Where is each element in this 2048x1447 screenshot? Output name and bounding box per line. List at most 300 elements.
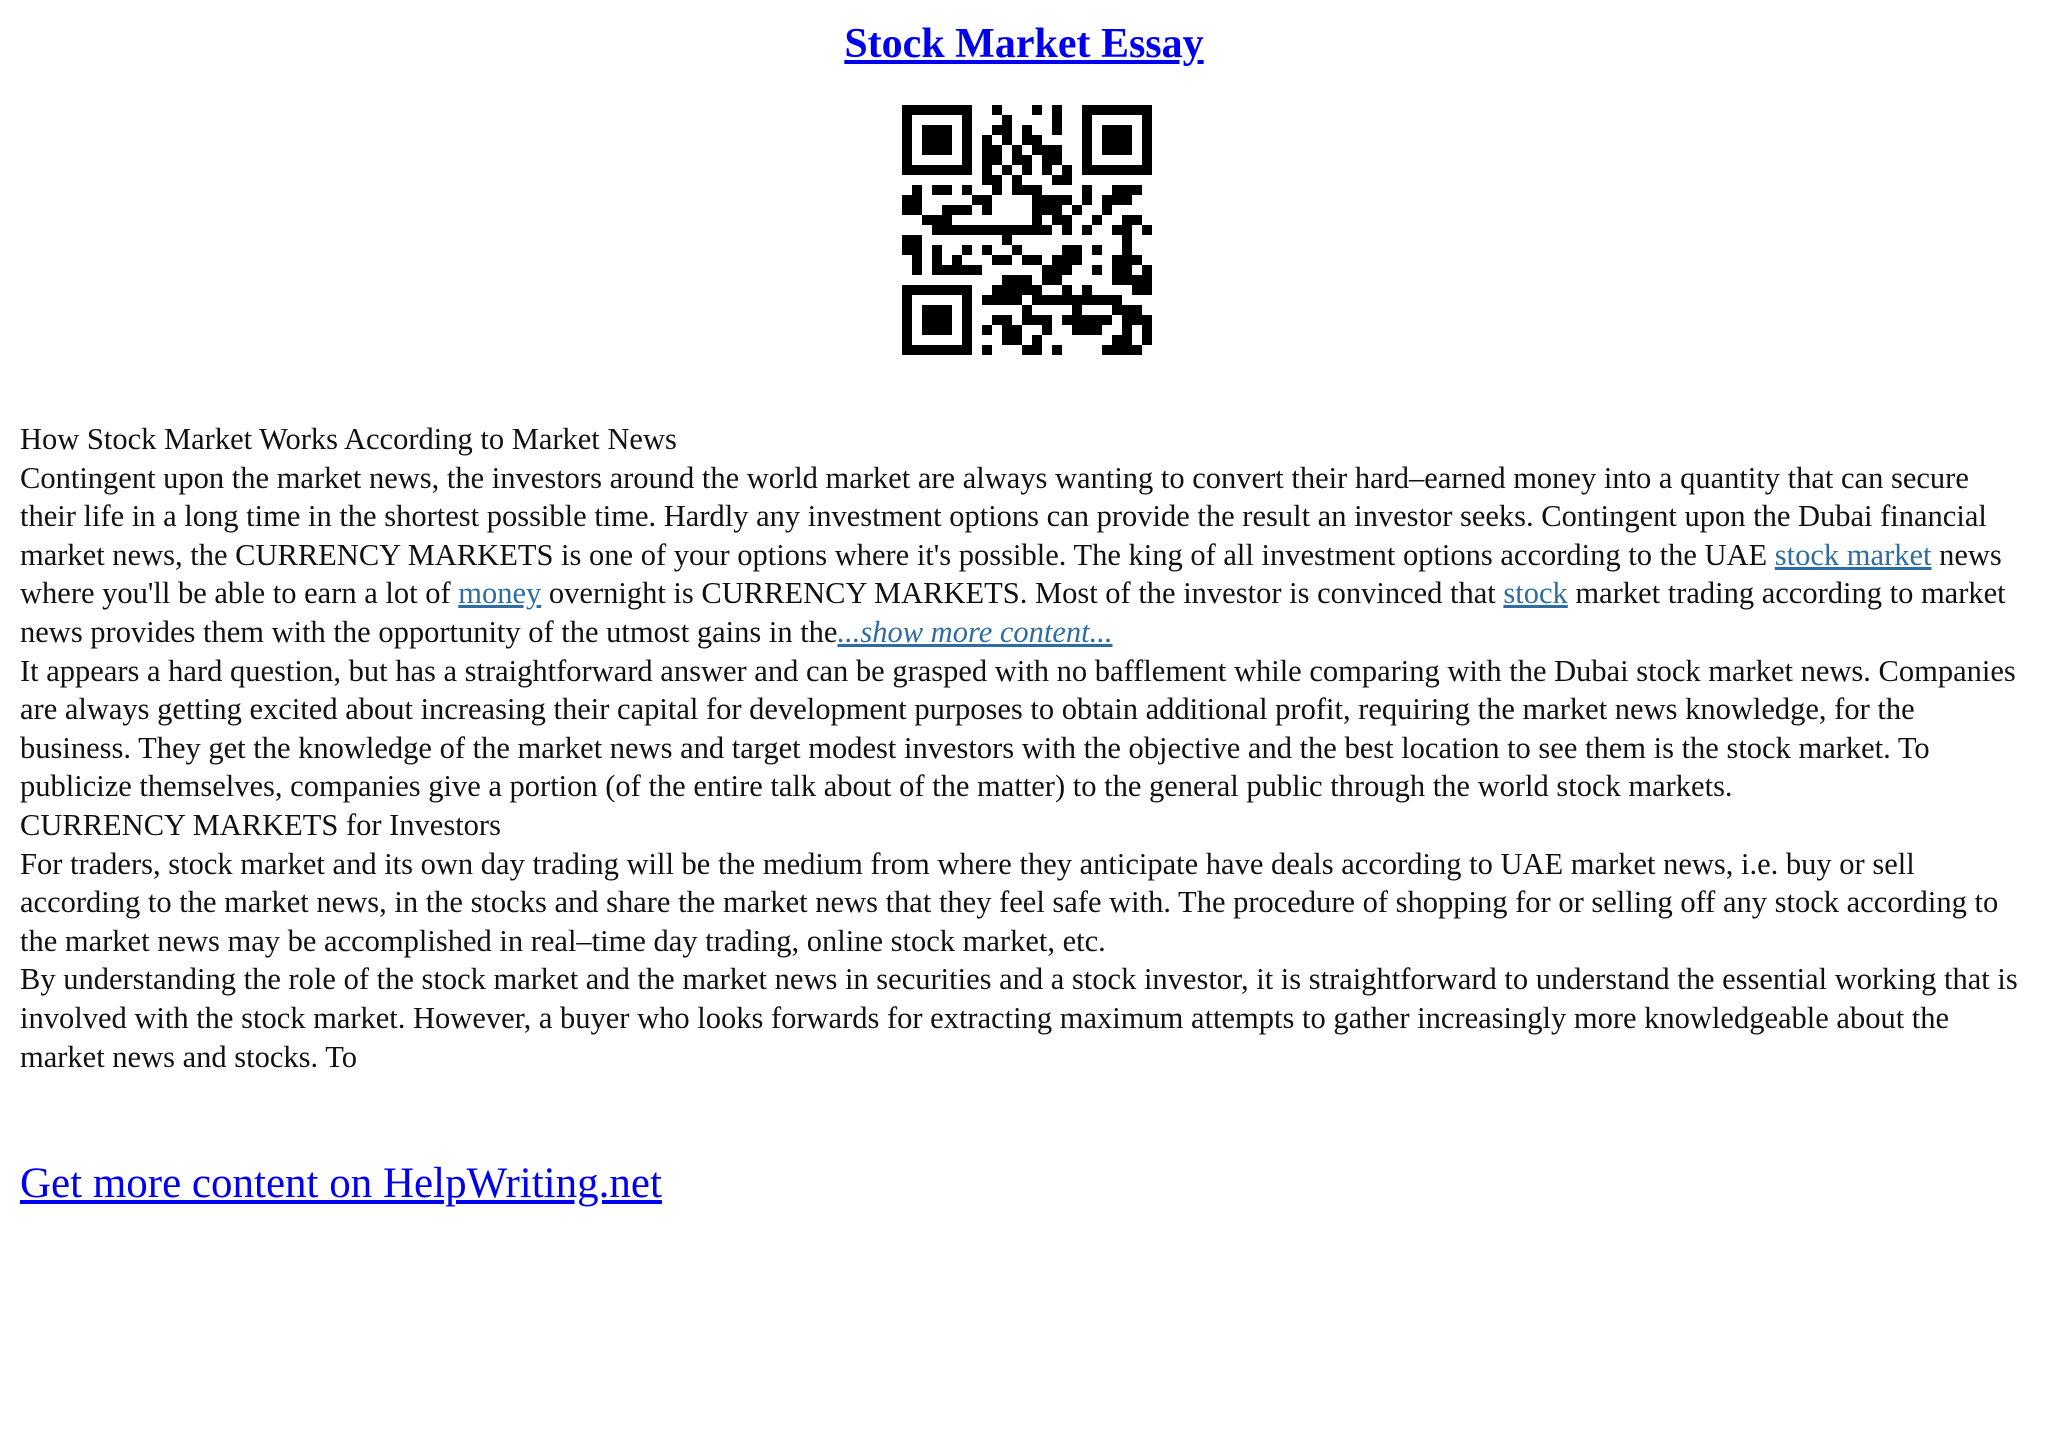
- qr-module: [942, 225, 952, 235]
- qr-module: [1132, 275, 1142, 285]
- qr-module: [962, 265, 972, 275]
- qr-module: [1142, 225, 1152, 235]
- qr-module: [1142, 135, 1152, 145]
- qr-module: [1082, 285, 1092, 295]
- qr-module: [902, 285, 912, 295]
- qr-module: [1102, 195, 1112, 205]
- qr-module: [1042, 225, 1052, 235]
- paragraph-1: [20, 459, 2030, 652]
- paragraph-text: market trading according to market news provides them with the opportunity of the utmost gains in the: [20, 576, 2006, 649]
- qr-module: [1112, 165, 1122, 175]
- qr-module: [992, 255, 1002, 265]
- qr-module: [1092, 295, 1102, 305]
- essay-body: [20, 420, 2030, 1076]
- qr-module: [902, 105, 912, 115]
- qr-module: [1112, 305, 1122, 315]
- qr-module: [902, 295, 912, 305]
- qr-module: [1022, 315, 1032, 325]
- qr-module: [1052, 115, 1062, 125]
- qr-module: [1082, 125, 1092, 135]
- qr-module: [902, 195, 912, 205]
- qr-module: [1012, 155, 1022, 165]
- qr-module: [1132, 185, 1142, 195]
- qr-module: [962, 115, 972, 125]
- qr-module: [1002, 225, 1012, 235]
- qr-module: [962, 305, 972, 315]
- qr-module: [962, 315, 972, 325]
- qr-module: [942, 165, 952, 175]
- qr-module: [1042, 265, 1052, 275]
- qr-module: [982, 245, 992, 255]
- qr-module: [952, 165, 962, 175]
- qr-module: [902, 155, 912, 165]
- qr-module: [1032, 315, 1042, 325]
- qr-module: [992, 295, 1002, 305]
- qr-module: [1122, 325, 1132, 335]
- qr-module: [942, 305, 952, 315]
- qr-module: [1012, 145, 1022, 155]
- qr-module: [1042, 155, 1052, 165]
- qr-module: [992, 185, 1002, 195]
- qr-module: [932, 325, 942, 335]
- qr-module: [1022, 155, 1032, 165]
- qr-module: [1142, 125, 1152, 135]
- qr-module: [1042, 275, 1052, 285]
- qr-module: [1052, 155, 1062, 165]
- qr-module: [1082, 185, 1092, 195]
- qr-module: [1002, 315, 1012, 325]
- qr-module: [952, 285, 962, 295]
- qr-module: [1022, 125, 1032, 135]
- qr-module: [1102, 315, 1112, 325]
- qr-module: [1042, 205, 1052, 215]
- qr-module: [1112, 275, 1122, 285]
- qr-module: [1082, 115, 1092, 125]
- qr-module: [1122, 335, 1132, 345]
- qr-module: [1072, 295, 1082, 305]
- qr-module: [912, 105, 922, 115]
- qr-module: [922, 345, 932, 355]
- qr-module: [902, 165, 912, 175]
- qr-module: [1002, 235, 1012, 245]
- qr-module: [932, 315, 942, 325]
- qr-module: [982, 175, 992, 185]
- qr-module: [1132, 105, 1142, 115]
- qr-module: [1092, 315, 1102, 325]
- qr-module: [992, 315, 1002, 325]
- qr-module: [982, 205, 992, 215]
- qr-module: [932, 225, 942, 235]
- qr-module: [962, 125, 972, 135]
- qr-module: [1052, 275, 1062, 285]
- qr-module: [912, 185, 922, 195]
- qr-module: [922, 145, 932, 155]
- qr-module: [962, 145, 972, 155]
- qr-module: [1122, 225, 1132, 235]
- qr-module: [942, 285, 952, 295]
- qr-module: [1002, 295, 1012, 305]
- qr-module: [1112, 185, 1122, 195]
- show-more-link[interactable]: ...show more content...: [837, 614, 1113, 649]
- qr-module: [1142, 335, 1152, 345]
- qr-module: [1002, 165, 1012, 175]
- qr-module: [942, 125, 952, 135]
- qr-module: [902, 125, 912, 135]
- qr-module: [1122, 255, 1132, 265]
- qr-module: [1002, 125, 1012, 135]
- paragraph-3: For traders, stock market and its own day trading will be the medium from where they anticipate have deals according to UAE market news, i.e. buy or sell according to the market news, in the stocks and share the market news that they feel safe with. The procedure of shopping for or selling off any stock according to the market news may be accomplished in real–time day trading, online stock market, etc.: [20, 846, 1999, 958]
- qr-module: [1102, 125, 1112, 135]
- qr-module: [1072, 305, 1082, 315]
- qr-module: [1052, 125, 1062, 135]
- qr-module: [1062, 175, 1072, 185]
- qr-module: [1022, 345, 1032, 355]
- qr-module: [922, 105, 932, 115]
- qr-module: [1112, 125, 1122, 135]
- qr-module: [942, 185, 952, 195]
- qr-module: [952, 105, 962, 115]
- qr-module: [1032, 195, 1042, 205]
- qr-module: [932, 145, 942, 155]
- qr-module: [1122, 305, 1132, 315]
- qr-module: [982, 135, 992, 145]
- qr-module: [922, 315, 932, 325]
- qr-module: [992, 285, 1002, 295]
- helpwriting-link[interactable]: Get more content on HelpWriting.net: [20, 1160, 662, 1207]
- qr-module: [1032, 105, 1042, 115]
- stock-link[interactable]: stock: [1503, 576, 1568, 611]
- qr-module: [1122, 125, 1132, 135]
- qr-module: [1032, 135, 1042, 145]
- qr-module: [1022, 225, 1032, 235]
- qr-module: [952, 255, 962, 265]
- qr-module: [1042, 315, 1052, 325]
- qr-module: [992, 175, 1002, 185]
- qr-module: [902, 345, 912, 355]
- qr-module: [1032, 255, 1042, 265]
- qr-module: [1132, 315, 1142, 325]
- qr-module: [952, 345, 962, 355]
- qr-module: [1002, 325, 1012, 335]
- qr-module: [1122, 215, 1132, 225]
- qr-module: [1062, 245, 1072, 255]
- qr-module: [1012, 285, 1022, 295]
- qr-module: [1002, 285, 1012, 295]
- page-title: [0, 18, 2048, 70]
- qr-module: [942, 135, 952, 145]
- qr-module: [1112, 225, 1122, 235]
- qr-module: [982, 225, 992, 235]
- qr-module: [902, 135, 912, 145]
- qr-module: [1012, 245, 1022, 255]
- qr-module: [1092, 245, 1102, 255]
- paragraph-text: overnight is CURRENCY MARKETS. Most of the investor is convinced that: [541, 576, 1504, 611]
- qr-module: [1122, 265, 1132, 275]
- qr-module: [982, 145, 992, 155]
- qr-module: [902, 245, 912, 255]
- qr-module: [1112, 135, 1122, 145]
- qr-module: [1142, 115, 1152, 125]
- qr-module: [1122, 275, 1132, 285]
- qr-module: [1122, 245, 1132, 255]
- qr-module: [942, 205, 952, 215]
- money-link[interactable]: money: [458, 576, 542, 611]
- qr-module: [1032, 335, 1042, 345]
- qr-module: [962, 205, 972, 215]
- stock-market-link[interactable]: stock market: [1774, 537, 1932, 572]
- qr-module: [1082, 225, 1092, 235]
- qr-module: [1112, 195, 1122, 205]
- qr-module: [902, 305, 912, 315]
- section-heading: How Stock Market Works According to Market News: [20, 422, 677, 456]
- qr-module: [932, 345, 942, 355]
- paragraph-text: news where you'll be able to earn a lot of: [20, 537, 2002, 611]
- qr-module: [1142, 265, 1152, 275]
- qr-module: [1082, 325, 1092, 335]
- qr-module: [1062, 255, 1072, 265]
- qr-module: [1032, 225, 1042, 235]
- qr-module: [1002, 335, 1012, 345]
- qr-module: [1052, 205, 1062, 215]
- qr-module: [1142, 155, 1152, 165]
- qr-module: [942, 325, 952, 335]
- qr-module: [1102, 295, 1112, 305]
- qr-module: [982, 325, 992, 335]
- qr-module: [1032, 345, 1042, 355]
- qr-module: [1022, 135, 1032, 145]
- qr-module: [1012, 185, 1022, 195]
- qr-module: [952, 205, 962, 215]
- qr-module: [1082, 155, 1092, 165]
- call-to-action: [20, 1158, 662, 1210]
- qr-code: [902, 105, 1153, 356]
- qr-module: [1122, 315, 1132, 325]
- qr-module: [922, 215, 932, 225]
- qr-module: [1042, 295, 1052, 305]
- qr-module: [962, 325, 972, 335]
- qr-module: [1102, 135, 1112, 145]
- qr-module: [962, 295, 972, 305]
- qr-module: [1052, 215, 1062, 225]
- qr-module: [962, 335, 972, 345]
- qr-module: [962, 135, 972, 145]
- qr-module: [962, 345, 972, 355]
- qr-module: [922, 135, 932, 145]
- qr-module: [1142, 145, 1152, 155]
- section-heading: CURRENCY MARKETS for Investors: [20, 807, 501, 842]
- qr-module: [962, 105, 972, 115]
- paragraph-4: By understanding the role of the stock market and the market news in securities and a stock investor, it is straightforward to understand the essential working that is involved with the stock market. However, a buyer who looks forwards for extracting maximum attempts to gather increasingly more knowledgeable about the market news and stocks. To: [20, 962, 2018, 1074]
- paragraph-text: Contingent upon the market news, the investors around the world market are always wanting to convert their hard–earned money into a quantity that can secure their life in a long time in the shortest possible time. Hardly any investment options can provide the result an investor seeks. Contingent upon the Dubai financial market news, the CURRENCY MARKETS is one of your options where it's possible. The king of all investment options according to the UAE: [20, 460, 1987, 572]
- qr-module: [942, 345, 952, 355]
- qr-module: [922, 325, 932, 335]
- qr-module: [922, 305, 932, 315]
- qr-module: [1092, 105, 1102, 115]
- qr-module: [932, 245, 942, 255]
- qr-module: [1102, 105, 1112, 115]
- qr-module: [932, 135, 942, 145]
- qr-module: [932, 215, 942, 225]
- qr-module: [972, 225, 982, 235]
- qr-module: [1142, 165, 1152, 175]
- qr-module: [922, 165, 932, 175]
- qr-module: [1052, 175, 1062, 185]
- qr-module: [1032, 285, 1042, 295]
- qr-module: [1002, 135, 1012, 145]
- qr-module: [1112, 345, 1122, 355]
- qr-module: [1132, 255, 1142, 265]
- qr-module: [962, 155, 972, 165]
- paragraph-2: It appears a hard question, but has a straightforward answer and can be grasped with no bafflement while comparing with the Dubai stock market news. Companies are always getting excited about increasing their capital for development purposes to obtain additional profit, requiring the market news knowledge, for the business. They get the knowledge of the market news and target modest investors with the objective and the best location to see them is the stock market. To publicize themselves, companies give a portion (of the entire talk about of the matter) to the general public through the world stock markets.: [20, 653, 2016, 804]
- qr-module: [1042, 325, 1052, 335]
- qr-module: [942, 145, 952, 155]
- qr-module: [1092, 165, 1102, 175]
- qr-module: [912, 285, 922, 295]
- qr-module: [1012, 325, 1022, 335]
- qr-module: [982, 295, 992, 305]
- qr-module: [1012, 335, 1022, 345]
- qr-module: [1082, 295, 1092, 305]
- qr-module: [932, 255, 942, 265]
- qr-module: [912, 345, 922, 355]
- qr-module: [1052, 195, 1062, 205]
- qr-module: [902, 205, 912, 215]
- qr-module: [912, 265, 922, 275]
- qr-module: [1022, 165, 1032, 175]
- qr-module: [1072, 245, 1082, 255]
- qr-module: [1142, 275, 1152, 285]
- qr-module: [1062, 165, 1072, 175]
- qr-module: [1002, 275, 1012, 285]
- qr-module: [902, 115, 912, 125]
- qr-module: [912, 245, 922, 255]
- qr-module: [1132, 285, 1142, 295]
- qr-module: [902, 325, 912, 335]
- qr-module: [1112, 265, 1122, 275]
- qr-module: [1082, 315, 1092, 325]
- qr-module: [1132, 165, 1142, 175]
- qr-module: [1122, 145, 1132, 155]
- qr-module: [1142, 315, 1152, 325]
- qr-module: [1052, 255, 1062, 265]
- qr-module: [1052, 295, 1062, 305]
- qr-module: [1012, 295, 1022, 305]
- qr-module: [1072, 325, 1082, 335]
- qr-module: [972, 265, 982, 275]
- qr-module: [1002, 255, 1012, 265]
- qr-module: [912, 255, 922, 265]
- qr-module: [902, 315, 912, 325]
- qr-module: [962, 165, 972, 175]
- qr-module: [962, 185, 972, 195]
- qr-module: [1062, 215, 1072, 225]
- qr-module: [1022, 275, 1032, 285]
- qr-module: [1122, 135, 1132, 145]
- qr-module: [932, 265, 942, 275]
- qr-module: [1012, 275, 1022, 285]
- qr-module: [1022, 285, 1032, 295]
- qr-module: [1122, 195, 1132, 205]
- qr-module: [1062, 225, 1072, 235]
- qr-module: [1112, 335, 1122, 345]
- qr-module: [1132, 215, 1142, 225]
- qr-module: [1042, 165, 1052, 175]
- qr-module: [1072, 205, 1082, 215]
- qr-module: [1052, 265, 1062, 275]
- qr-module: [1072, 255, 1082, 265]
- qr-module: [912, 205, 922, 215]
- qr-module: [1072, 315, 1082, 325]
- qr-module: [982, 195, 992, 205]
- qr-module: [912, 235, 922, 245]
- qr-module: [1062, 295, 1072, 305]
- qr-module: [1082, 145, 1092, 155]
- qr-module: [962, 245, 972, 255]
- qr-module: [1022, 255, 1032, 265]
- qr-module: [962, 285, 972, 295]
- qr-module: [1102, 145, 1112, 155]
- qr-module: [1032, 185, 1042, 195]
- qr-module: [1092, 325, 1102, 335]
- qr-module: [1032, 205, 1042, 215]
- qr-module: [1032, 215, 1042, 225]
- qr-module: [942, 315, 952, 325]
- qr-module: [1052, 145, 1062, 155]
- qr-module: [922, 125, 932, 135]
- qr-module: [1082, 135, 1092, 145]
- qr-module: [1102, 345, 1112, 355]
- qr-code-graphic: [902, 105, 1153, 356]
- qr-module: [992, 125, 1002, 135]
- qr-module: [1112, 255, 1122, 265]
- qr-module: [1122, 345, 1132, 355]
- qr-module: [1112, 105, 1122, 115]
- qr-module: [1102, 165, 1112, 175]
- qr-module: [912, 195, 922, 205]
- qr-module: [972, 195, 982, 205]
- qr-module: [982, 155, 992, 165]
- qr-module: [1142, 325, 1152, 335]
- qr-module: [1082, 195, 1092, 205]
- qr-module: [1122, 185, 1132, 195]
- qr-module: [992, 155, 1002, 165]
- qr-module: [902, 145, 912, 155]
- qr-module: [1062, 265, 1072, 275]
- qr-module: [1112, 295, 1122, 305]
- qr-module: [1022, 305, 1032, 315]
- qr-module: [932, 185, 942, 195]
- qr-module: [1062, 195, 1072, 205]
- qr-module: [1012, 225, 1022, 235]
- qr-module: [1012, 175, 1022, 185]
- qr-module: [982, 165, 992, 175]
- qr-module: [1092, 215, 1102, 225]
- qr-module: [1082, 105, 1092, 115]
- qr-module: [992, 145, 1002, 155]
- qr-module: [962, 225, 972, 235]
- qr-module: [1142, 285, 1152, 295]
- qr-module: [1082, 165, 1092, 175]
- qr-module: [932, 305, 942, 315]
- qr-module: [912, 165, 922, 175]
- qr-module: [1102, 205, 1112, 215]
- title-link[interactable]: Stock Market Essay: [844, 21, 1204, 67]
- qr-module: [1002, 115, 1012, 125]
- qr-module: [1122, 235, 1132, 245]
- qr-module: [942, 105, 952, 115]
- qr-module: [932, 285, 942, 295]
- qr-module: [932, 105, 942, 115]
